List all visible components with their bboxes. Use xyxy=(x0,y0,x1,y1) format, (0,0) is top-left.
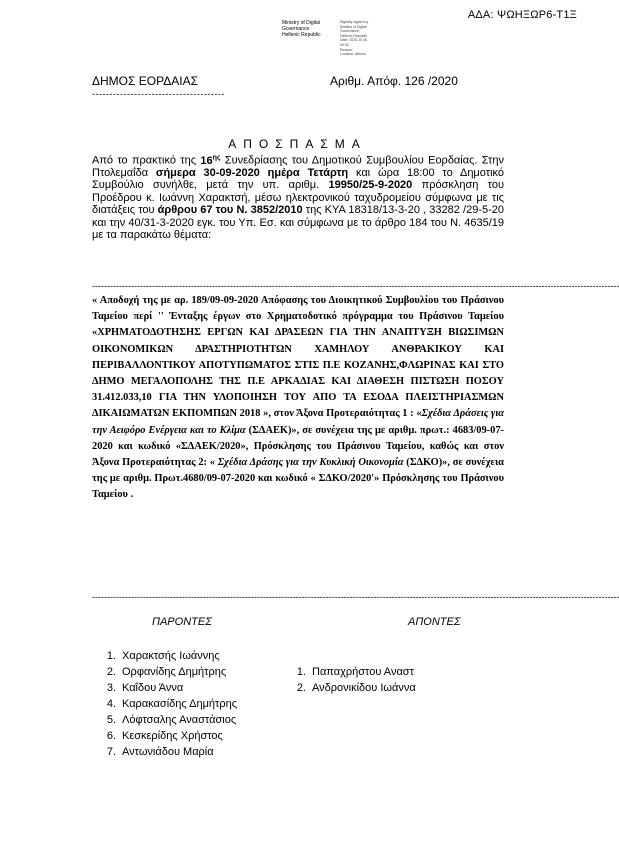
list-item: 1. Παπαχρήστου Αναστ xyxy=(296,666,414,678)
session-suffix: ης xyxy=(212,154,221,161)
list-item: 3. Καΐδου Άννα xyxy=(106,682,184,694)
signature-line: Reason: xyxy=(340,47,354,52)
decision-number: Αριθμ. Απόφ. 126 /2020 xyxy=(330,74,458,88)
signature-line: Digitally signed by xyxy=(340,20,369,24)
absent-heading: ΑΠΟΝΤΕΣ xyxy=(408,616,461,628)
list-item: 4. Καρακασίδης Δημήτρης xyxy=(106,698,238,710)
intro-text: πρόσκληση του Προέδρου κ. Ιωάννη Χαρακτσή, μέσω ηλεκτρονικού ταχυδρομείου σύμφωνα με τις διατάξεις του xyxy=(92,179,505,217)
subject-text: « Αποδοχή της με αρ. 189/09-09-2020 Απόφασης του Διοικητικού Συμβουλίου του Πράσινου Ταμείου περί '' Ένταξης έργων στο Χρηματοδοτικό πρόγραμμα του Πράσινου Ταμείου «ΧΡΗΜΑΤΟΔΟΤΗΣΗΣ ΕΡΓΩΝ ΚΑΙ ΔΡΑΣΕΩΝ ΓΙΑ ΤΗΝ ΑΝΑΠΤΥΞΗ ΒΙΩΣΙΜΩΝ ΟΙΚΟΝΟΜΙΚΩΝ ΔΡΑΣΤΗΡΙΟΤΗΤΩΝ ΧΑΜΗΛΟΥ ΑΝΘΡΑΚΙΚΟΥ ΚΑΙ ΠΕΡΙΒΑΛΛΟΝΤΙΚΟΥ ΑΠΟΤΥΠΩΜΑΤΟΣ ΣΤΙΣ Π.Ε ΚΟΖΑΝΗΣ,ΦΛΩΡΙΝΑΣ ΚΑΙ ΣΤΟ ΔΗΜΟ ΜΕΓΑΛΟΠΟΛΗΣ ΤΗΣ Π.Ε ΑΡΚΑΔΙΑΣ ΚΑΙ ΔΙΑΘΕΣΗ ΠΙΣΤΩΣΗ ΠΟΣΟΥ 31.412.033,10 ΓΙΑ ΤΗΝ ΥΛΟΠΟΙΗΣΗ ΤΟΥ ΑΠΟ ΤΑ ΕΣΟΔΑ ΠΛΕΙΣΤΗΡΙΑΣΜΩΝ ΔΙΚΑΙΩΜΑΤΩΝ ΕΚΠΟΜΠΩΝ 2018 », στον Άξονα Προτεραιότητας 1 : « xyxy=(92,295,504,420)
intro-text: και ώρα 18:00 το Δημοτικό Συμβούλιο συνήλθε, μετά την υπ. αριθμ. xyxy=(92,167,505,192)
signature-line: Hellenic Republic xyxy=(340,33,368,38)
list-item: 6. Κεσκερίδης Χρήστος xyxy=(106,730,223,742)
present-list xyxy=(100,648,237,760)
list-item: 5. Λόφτσαλης Αναστάσιος xyxy=(106,714,237,726)
list-item: 1. Χαρακτσής Ιωάννης xyxy=(106,650,220,662)
present-heading: ΠΑΡΟΝΤΕΣ xyxy=(152,616,212,628)
subject-italic: Σχέδια Δράσης για την Κυκλική Οικονομία xyxy=(217,457,404,469)
meeting-date: σήμερα 30-09-2020 ημέρα Τετάρτη xyxy=(155,167,349,180)
subject-text: (ΣΔΑΕΚ)», σε συνέχεια της με αριθμ. πρωτ.: 4683/09-07-2020 και κωδικό «ΣΔΑΕΚ/2020», Πρόσκλησης του Πράσινου Ταμείου, καθώς και στον Άξονα Προτεραιότητας 2: « xyxy=(92,424,504,469)
document-title: ΑΠΟΣΠΑΣΜΑ xyxy=(228,137,367,151)
intro-text: Συνεδρίασης του Δημοτικού Συμβουλίου Εορδαίας. Στην Πτολεμαΐδα xyxy=(92,154,504,180)
list-item: 2. Ανδρονικίδου Ιωάννα xyxy=(296,682,416,694)
subject-text: (ΣΔΚΟ)», σε συνέχεια της με αριθμ. Πρωτ.4680/09-07-2020 και κωδικό « ΣΔΚΟ/2020'» Πρόσκλησης του Πράσινου Ταμείου . xyxy=(92,457,504,501)
intro-text: Από το πρακτικό της xyxy=(92,154,201,167)
separator-long: -------------------------------------------------------------------------------------------------------------------------------------------------------------------------------- xyxy=(92,281,619,291)
session-number: $16^{\eta\varsigma}$ xyxy=(200,154,221,167)
intro-paragraph xyxy=(92,152,504,242)
subject-italic: Σχέδια Δράσεις για την Αειφόρο Ενέργεια και το Κλίμα xyxy=(92,408,505,436)
signature-line: Governance, xyxy=(340,29,361,34)
separator-short: -------------------------------------- xyxy=(92,89,225,99)
absent-list xyxy=(290,664,416,696)
subject-paragraph xyxy=(92,293,504,504)
municipality-name: ΔΗΜΟΣ ΕΟΡΔΑΙΑΣ xyxy=(92,74,198,88)
list-item: 7. Αντωνιάδου Μαρία xyxy=(106,746,214,758)
signature-line: Location: Athens xyxy=(340,52,366,57)
ministry-line: Ministry of Digital xyxy=(282,20,321,26)
intro-text: της ΚΥΑ 18318/13-3-20 , 33282 /29-5-20 και την 40/31-3-2020 εγκ. του Υπ. Εσ. και σύμφωνα με το άρθρο 184 του Ν. 4635/19 με τα παρακάτω θέματα: xyxy=(92,204,504,242)
signature-line: 09:32 xyxy=(340,42,349,47)
digital-signature-stamp xyxy=(340,20,400,57)
law-reference: άρθρου 67 του Ν. 3852/2010 xyxy=(157,204,303,217)
ada-code: ΑΔΑ: ΨΩΗΞΩΡ6-Τ1Ξ xyxy=(467,9,577,21)
ministry-line: Governance xyxy=(282,26,310,32)
ministry-line: Hellenic Republic xyxy=(282,32,321,38)
signature-line: Date: 2020.10.06 xyxy=(340,38,367,43)
signature-line: Ministry of Digital xyxy=(340,24,367,29)
list-item: 2. Ορφανίδης Δημήτρης xyxy=(106,666,227,678)
invitation-number: 19950/25-9-2020 xyxy=(328,179,413,192)
separator-long: -------------------------------------------------------------------------------------------------------------------------------------------------------------------------------- xyxy=(92,592,619,602)
